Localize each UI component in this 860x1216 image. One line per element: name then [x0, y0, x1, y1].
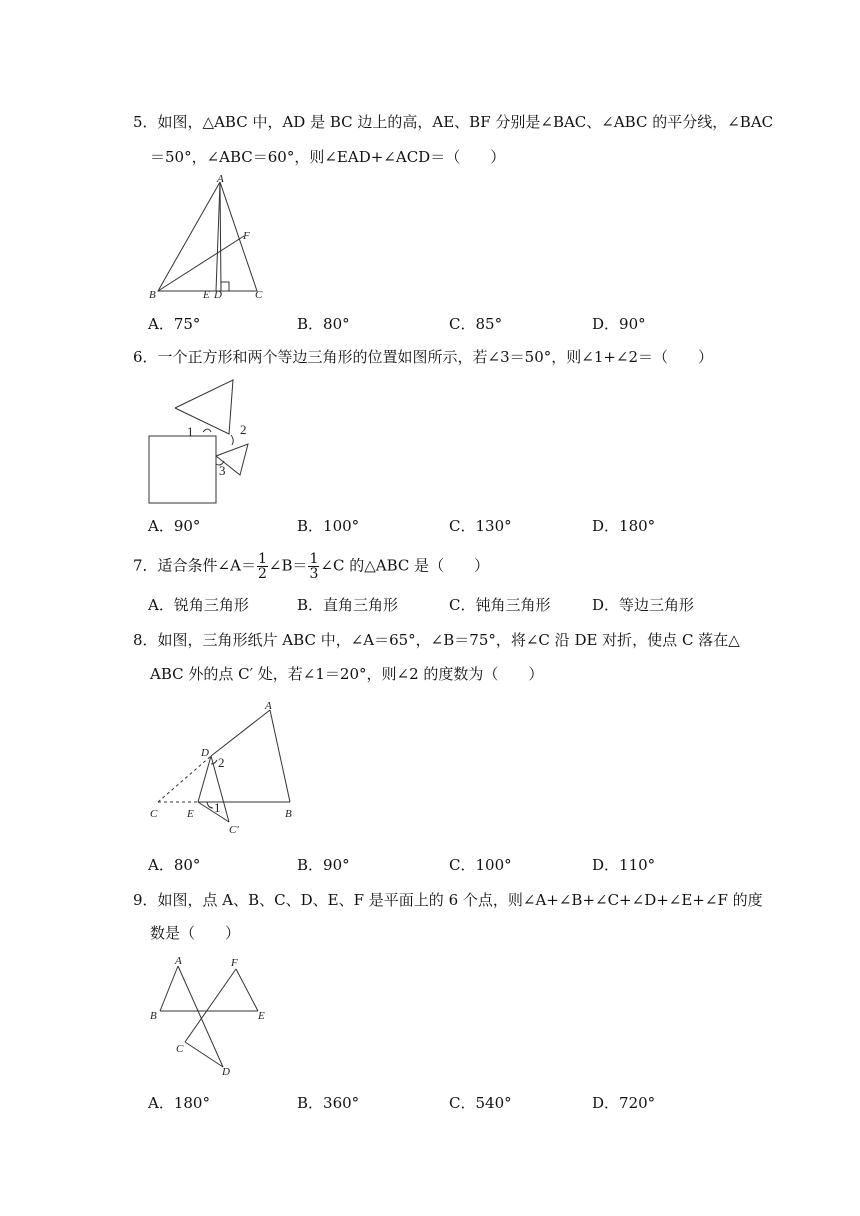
q5-label-c: C: [255, 289, 263, 301]
q7-mid: ∠B＝: [268, 556, 308, 575]
q7-frac2-numerator: 1: [309, 551, 319, 567]
q7-suffix: ∠C 的△ABC 是（ ）: [320, 556, 490, 575]
q7-stem: [133, 552, 489, 581]
q9-option-a[interactable]: A．180°: [148, 1094, 210, 1112]
q9-stem-line2: 数是（ ）: [150, 924, 241, 942]
q5-option-c[interactable]: C．85°: [449, 315, 503, 333]
q7-option-a[interactable]: A．锐角三角形: [148, 596, 249, 614]
q9-label-e: E: [258, 1010, 265, 1022]
q9-label-b: B: [150, 1010, 157, 1022]
q9-option-d[interactable]: D．720°: [592, 1094, 656, 1112]
q5-label-d: D: [214, 289, 222, 301]
q8-stem-line2: ABC 外的点 C′ 处，若∠1＝20°，则∠2 的度数为（ ）: [150, 665, 544, 683]
q5-label-e: E: [203, 289, 210, 301]
q7-frac1-denominator: 2: [257, 566, 267, 582]
q6-option-a[interactable]: A．90°: [148, 517, 201, 535]
q8-label-e: E: [187, 808, 194, 820]
q8-option-b[interactable]: B．90°: [297, 856, 350, 874]
q9-option-c[interactable]: C．540°: [449, 1094, 512, 1112]
q5-label-a: A: [217, 174, 224, 185]
q8-figure: [143, 694, 308, 840]
q8-option-c[interactable]: C．100°: [449, 856, 512, 874]
q8-option-a[interactable]: A．80°: [148, 856, 201, 874]
q5-option-a[interactable]: A．75°: [148, 315, 201, 333]
q8-label-1: 1: [214, 800, 221, 815]
q9-option-b[interactable]: B．360°: [297, 1094, 360, 1112]
q9-label-a: A: [175, 955, 182, 967]
q5-label-f: F: [243, 230, 250, 242]
q7-frac1-numerator: 1: [257, 551, 267, 567]
q8-stem-line1: 8．如图，三角形纸片 ABC 中，∠A＝65°，∠B＝75°，将∠C 沿 DE 对折，使点 C 落在△: [133, 631, 740, 649]
q6-option-d[interactable]: D．180°: [592, 517, 656, 535]
q5-stem-line2: ＝50°，∠ABC＝60°，则∠EAD+∠ACD＝（ ）: [150, 148, 506, 166]
q5-stem-line1: 5．如图，△ABC 中，AD 是 BC 边上的高，AE、BF 分别是∠BAC、∠ABC 的平分线，∠BAC: [133, 113, 774, 131]
q6-stem-line1: 6．一个正方形和两个等边三角形的位置如图所示，若∠3＝50°，则∠1+∠2＝（ ）: [133, 348, 714, 366]
q7-prefix: 7．适合条件∠A＝: [133, 556, 256, 575]
q8-label-d: D: [201, 747, 209, 759]
q6-label-1: 1: [187, 424, 194, 439]
q6-label-2: 2: [240, 422, 247, 437]
q7-fraction-third: [308, 552, 319, 581]
q6-option-c[interactable]: C．130°: [449, 517, 512, 535]
q5-figure: [145, 174, 270, 304]
q7-option-b[interactable]: B．直角三角形: [297, 596, 399, 614]
q9-label-c: C: [176, 1043, 184, 1055]
q9-stem-line1: 9．如图，点 A、B、C、D、E、F 是平面上的 6 个点，则∠A+∠B+∠C+∠D+∠E+∠F 的度: [133, 891, 763, 909]
q9-label-f: F: [231, 957, 238, 969]
q8-label-c: C: [150, 808, 158, 820]
q7-fraction-half: [257, 552, 268, 581]
q5-option-d[interactable]: D．90°: [592, 315, 646, 333]
q8-label-2: 2: [218, 755, 225, 770]
q9-figure: [145, 952, 270, 1080]
q5-label-b: B: [149, 289, 156, 301]
q9-label-d: D: [222, 1066, 230, 1078]
q6-label-3: 3: [219, 463, 226, 478]
q7-frac2-denominator: 3: [309, 566, 319, 582]
q8-option-d[interactable]: D．110°: [592, 856, 656, 874]
q7-option-c[interactable]: C．钝角三角形: [449, 596, 551, 614]
q7-option-d[interactable]: D．等边三角形: [592, 596, 695, 614]
q6-option-b[interactable]: B．100°: [297, 517, 360, 535]
q8-label-a: A: [265, 700, 272, 712]
q5-option-b[interactable]: B．80°: [297, 315, 350, 333]
q8-label-c-prime: C′: [229, 824, 239, 836]
q8-label-b: B: [285, 808, 292, 820]
q6-figure: [145, 372, 260, 508]
